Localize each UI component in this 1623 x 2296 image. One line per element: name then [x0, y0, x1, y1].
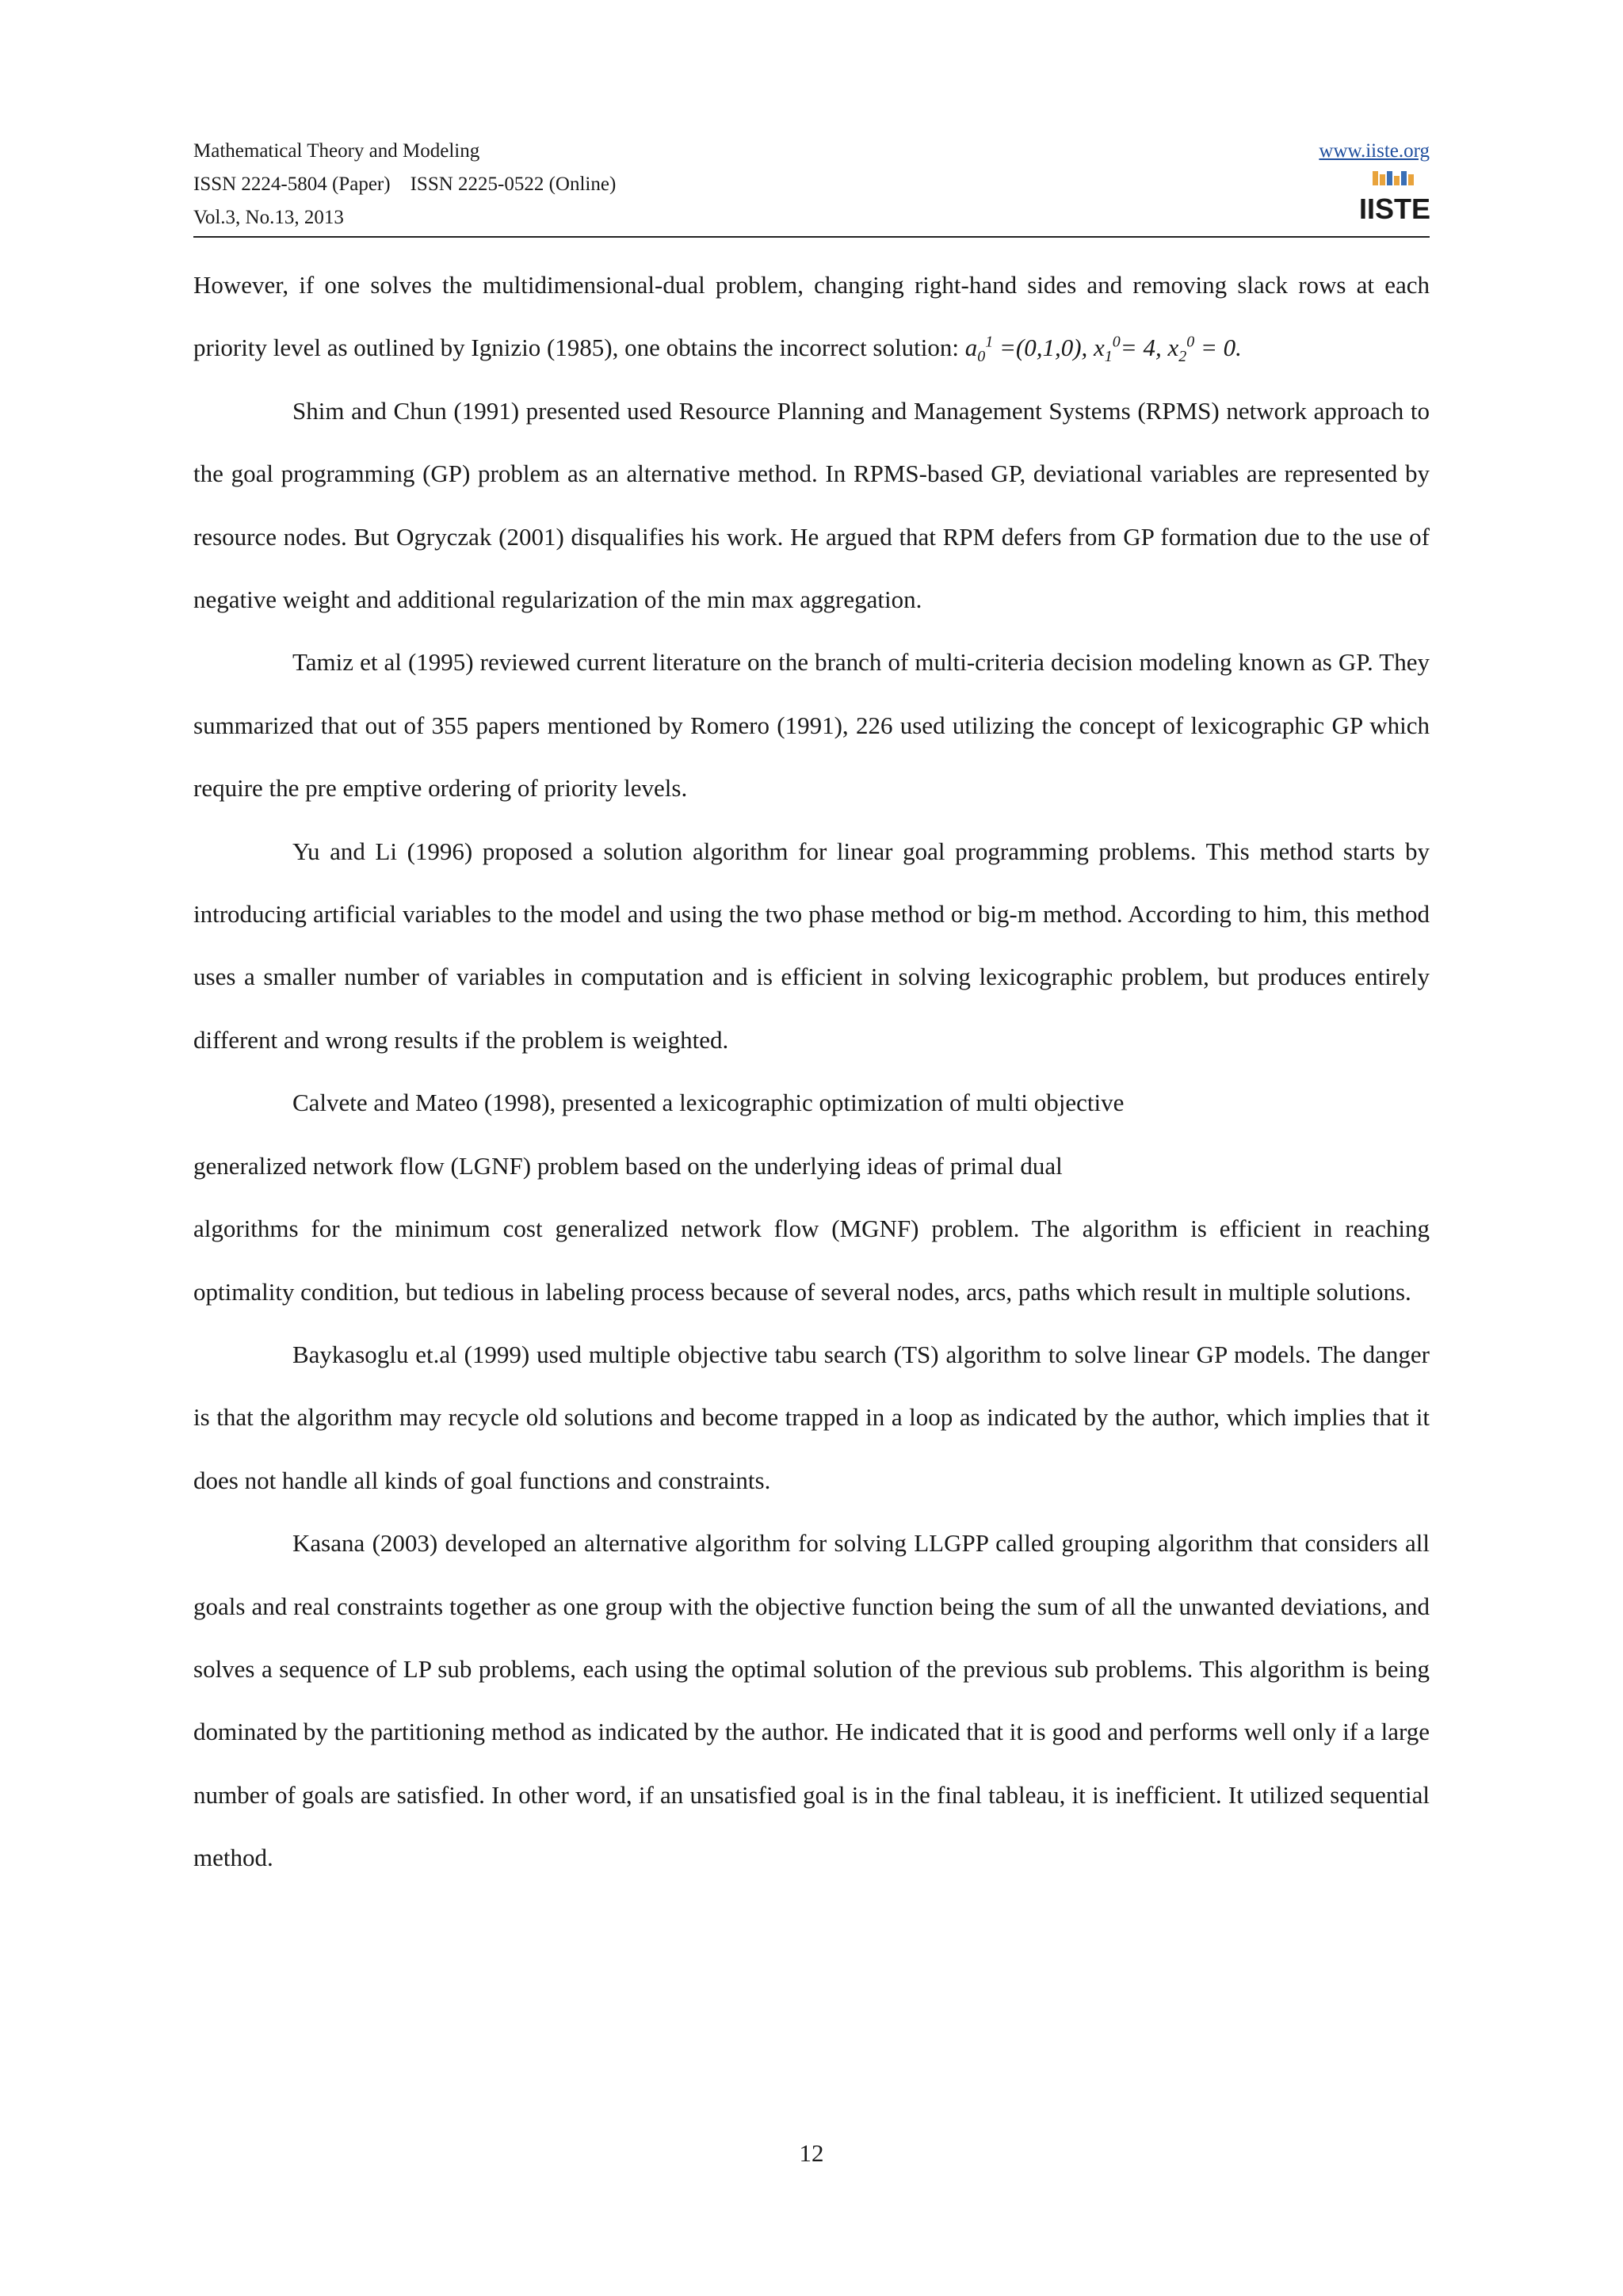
- journal-website-link[interactable]: www.iiste.org: [1319, 140, 1430, 162]
- header-divider: [193, 236, 1430, 238]
- iiste-logo: [1358, 170, 1431, 225]
- volume-line: Vol.3, No.13, 2013: [193, 207, 344, 228]
- logo-text: IISTE: [1358, 193, 1431, 225]
- paragraph-calvete-line2: generalized network flow (LGNF) problem based on the underlying ideas of primal dual: [193, 1151, 1063, 1180]
- running-header: [193, 135, 1430, 235]
- journal-name: Mathematical Theory and Modeling: [193, 140, 480, 162]
- paragraph-yu-li: Yu and Li (1996) proposed a solution algorithm for linear goal programming problems. This method starts by introducing artificial variables to the model and using the two phase method or big-m method. According to him, this method uses a smaller number of variables in computation and is efficient in solving lexicographic problem, but produces entirely different and wrong results if the problem is weighted.: [193, 837, 1430, 1054]
- paragraph-ignizio: [193, 254, 1430, 379]
- paragraph-shim-chun: Shim and Chun (1991) presented used Resource Planning and Management Systems (RPMS) network approach to the goal programming (GP) problem as an alternative method. In RPMS-based GP, deviational variables are represented by resource nodes. But Ogryczak (2001) disqualifies his work. He argued that RPM defers from GP formation due to the use of negative weight and additional regularization of the min max aggregation.: [193, 396, 1430, 614]
- page-number: 12: [799, 2139, 824, 2167]
- paragraph-calvete-rest: algorithms for the minimum cost generalized network flow (MGNF) problem. The algorithm is efficient in reaching optimality condition, but tedious in labeling process because of several nodes, arcs, paths which result in multiple solutions.: [193, 1215, 1430, 1306]
- article-body: [193, 254, 1430, 1890]
- paragraph-tamiz: Tamiz et al (1995) reviewed current literature on the branch of multi-criteria decision modeling known as GP. They summarized that out of 355 papers mentioned by Romero (1991), 226 used utilizing the concept of lexicographic GP which require the pre emptive ordering of priority levels.: [193, 648, 1430, 803]
- solution-math: $a_0^1 =(0,1,0)$, $x_1^0= 4$, $x_2^0 = 0$.: [964, 334, 1242, 366]
- paragraph-calvete-line1: Calvete and Mateo (1998), presented a lexicographic optimization of multi objective: [292, 1089, 1125, 1117]
- paragraph-kasana: Kasana (2003) developed an alternative algorithm for solving LLGPP called grouping algorithm that considers all goals and real constraints together as one group with the objective function being the sum of all the unwanted deviations, and solves a sequence of LP sub problems, each using the optimal solution of the previous sub problems. This algorithm is being dominated by the partitioning method as indicated by the author. He indicated that it is good and performs well only if a large number of goals are satisfied. In other word, if an unsatisfied goal is in the final tableau, it is inefficient. It utilized sequential method.: [193, 1529, 1430, 1872]
- paragraph-text: However, if one solves the multidimensional-dual problem, changing right-hand sides and removing slack rows at each priority level as outlined by Ignizio (1985), one obtains the incorrect solution:: [193, 271, 1430, 362]
- paragraph-baykasoglu: Baykasoglu et.al (1999) used multiple objective tabu search (TS) algorithm to solve linear GP models. The danger is that the algorithm may recycle old solutions and become trapped in a loop as indicated by the author, which implies that it does not handle all kinds of goal functions and constraints.: [193, 1340, 1430, 1494]
- issn-line: ISSN 2224-5804 (Paper) ISSN 2225-0522 (Online): [193, 174, 617, 195]
